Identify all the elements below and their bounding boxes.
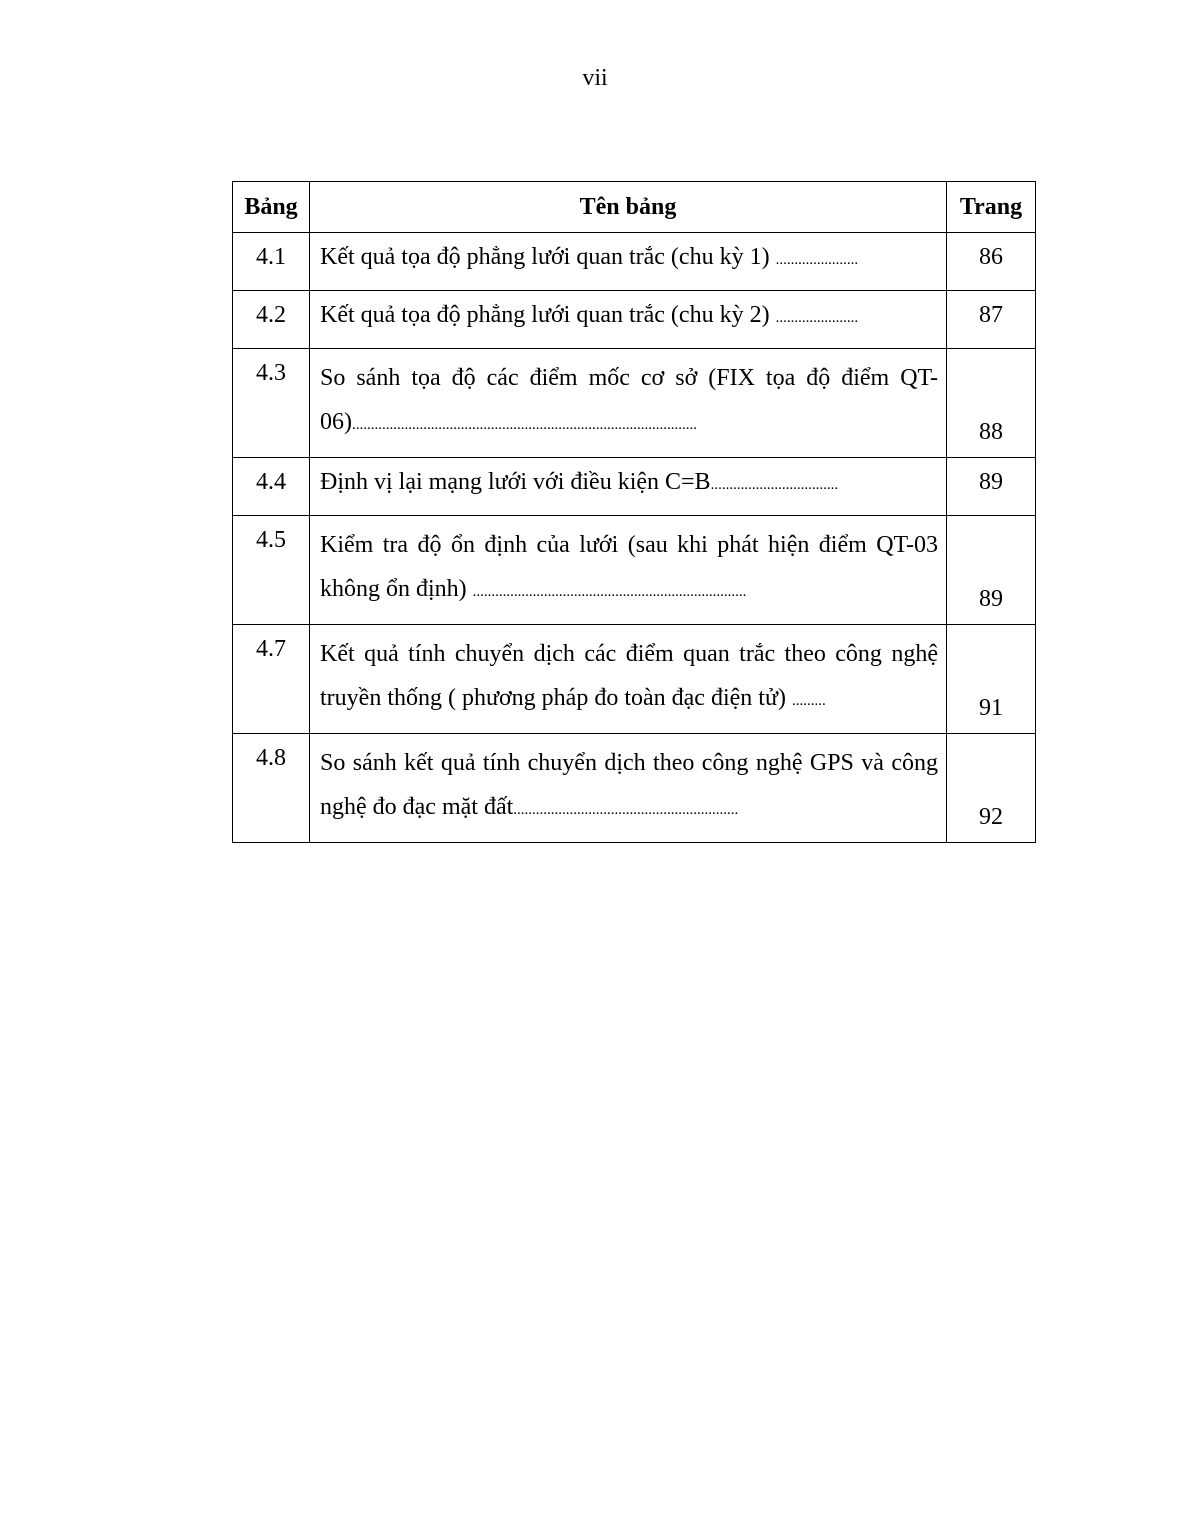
table-row bbox=[233, 734, 1036, 843]
leader-dots: ...................... bbox=[775, 310, 859, 326]
table-title: So sánh kết quả tính chuyển dịch theo công nghệ GPS và công nghệ đo đạc mặt đất bbox=[320, 750, 938, 820]
table-row bbox=[233, 625, 1036, 734]
table-header-row bbox=[233, 182, 1036, 233]
table-row bbox=[233, 233, 1036, 291]
header-page: Trang bbox=[947, 182, 1036, 233]
table-title-cell bbox=[310, 233, 947, 291]
leader-dots: ......................................................................... bbox=[472, 584, 747, 600]
table-row bbox=[233, 516, 1036, 625]
list-of-tables bbox=[232, 181, 1036, 843]
leader-dots: .................................. bbox=[710, 477, 839, 493]
table-row bbox=[233, 291, 1036, 349]
page-number: vii bbox=[582, 65, 608, 91]
table-title-cell bbox=[310, 516, 947, 625]
leader-dots: ............................................................ bbox=[513, 802, 739, 818]
header-title: Tên bảng bbox=[310, 182, 947, 233]
table-title: Định vị lại mạng lưới với điều kiện C=B bbox=[320, 469, 711, 495]
page-ref: 86 bbox=[947, 233, 1036, 291]
page-ref: 92 bbox=[947, 734, 1036, 843]
page-ref: 89 bbox=[947, 516, 1036, 625]
table-title-cell bbox=[310, 458, 947, 516]
page-ref: 87 bbox=[947, 291, 1036, 349]
header-number: Bảng bbox=[233, 182, 310, 233]
table-row bbox=[233, 349, 1036, 458]
table-number: 4.2 bbox=[233, 291, 310, 349]
table-number: 4.3 bbox=[233, 349, 310, 458]
leader-dots: ...................... bbox=[775, 252, 859, 268]
table-number: 4.1 bbox=[233, 233, 310, 291]
table-title: So sánh tọa độ các điểm mốc cơ sở (FIX tọa độ điểm QT-06) bbox=[320, 365, 938, 435]
table-title: Kiểm tra độ ổn định của lưới (sau khi phát hiện điểm QT-03 không ổn định) bbox=[320, 532, 938, 602]
table-title: Kết quả tọa độ phẳng lưới quan trắc (chu kỳ 2) bbox=[320, 302, 770, 328]
page-ref: 91 bbox=[947, 625, 1036, 734]
table-number: 4.7 bbox=[233, 625, 310, 734]
table-title: Kết quả tọa độ phẳng lưới quan trắc (chu kỳ 1) bbox=[320, 244, 770, 270]
table-row bbox=[233, 458, 1036, 516]
table-title-cell bbox=[310, 625, 947, 734]
page-ref: 89 bbox=[947, 458, 1036, 516]
table-title-cell bbox=[310, 291, 947, 349]
table-title: Kết quả tính chuyển dịch các điểm quan trắc theo công nghệ truyền thống ( phương pháp đo toàn đạc điện tử) bbox=[320, 641, 938, 711]
page-ref: 88 bbox=[947, 349, 1036, 458]
table-number: 4.5 bbox=[233, 516, 310, 625]
table-number: 4.4 bbox=[233, 458, 310, 516]
table-title-cell bbox=[310, 734, 947, 843]
table-number: 4.8 bbox=[233, 734, 310, 843]
leader-dots: ............................................................................................ bbox=[352, 417, 697, 433]
leader-dots: ......... bbox=[791, 693, 826, 709]
table-title-cell bbox=[310, 349, 947, 458]
